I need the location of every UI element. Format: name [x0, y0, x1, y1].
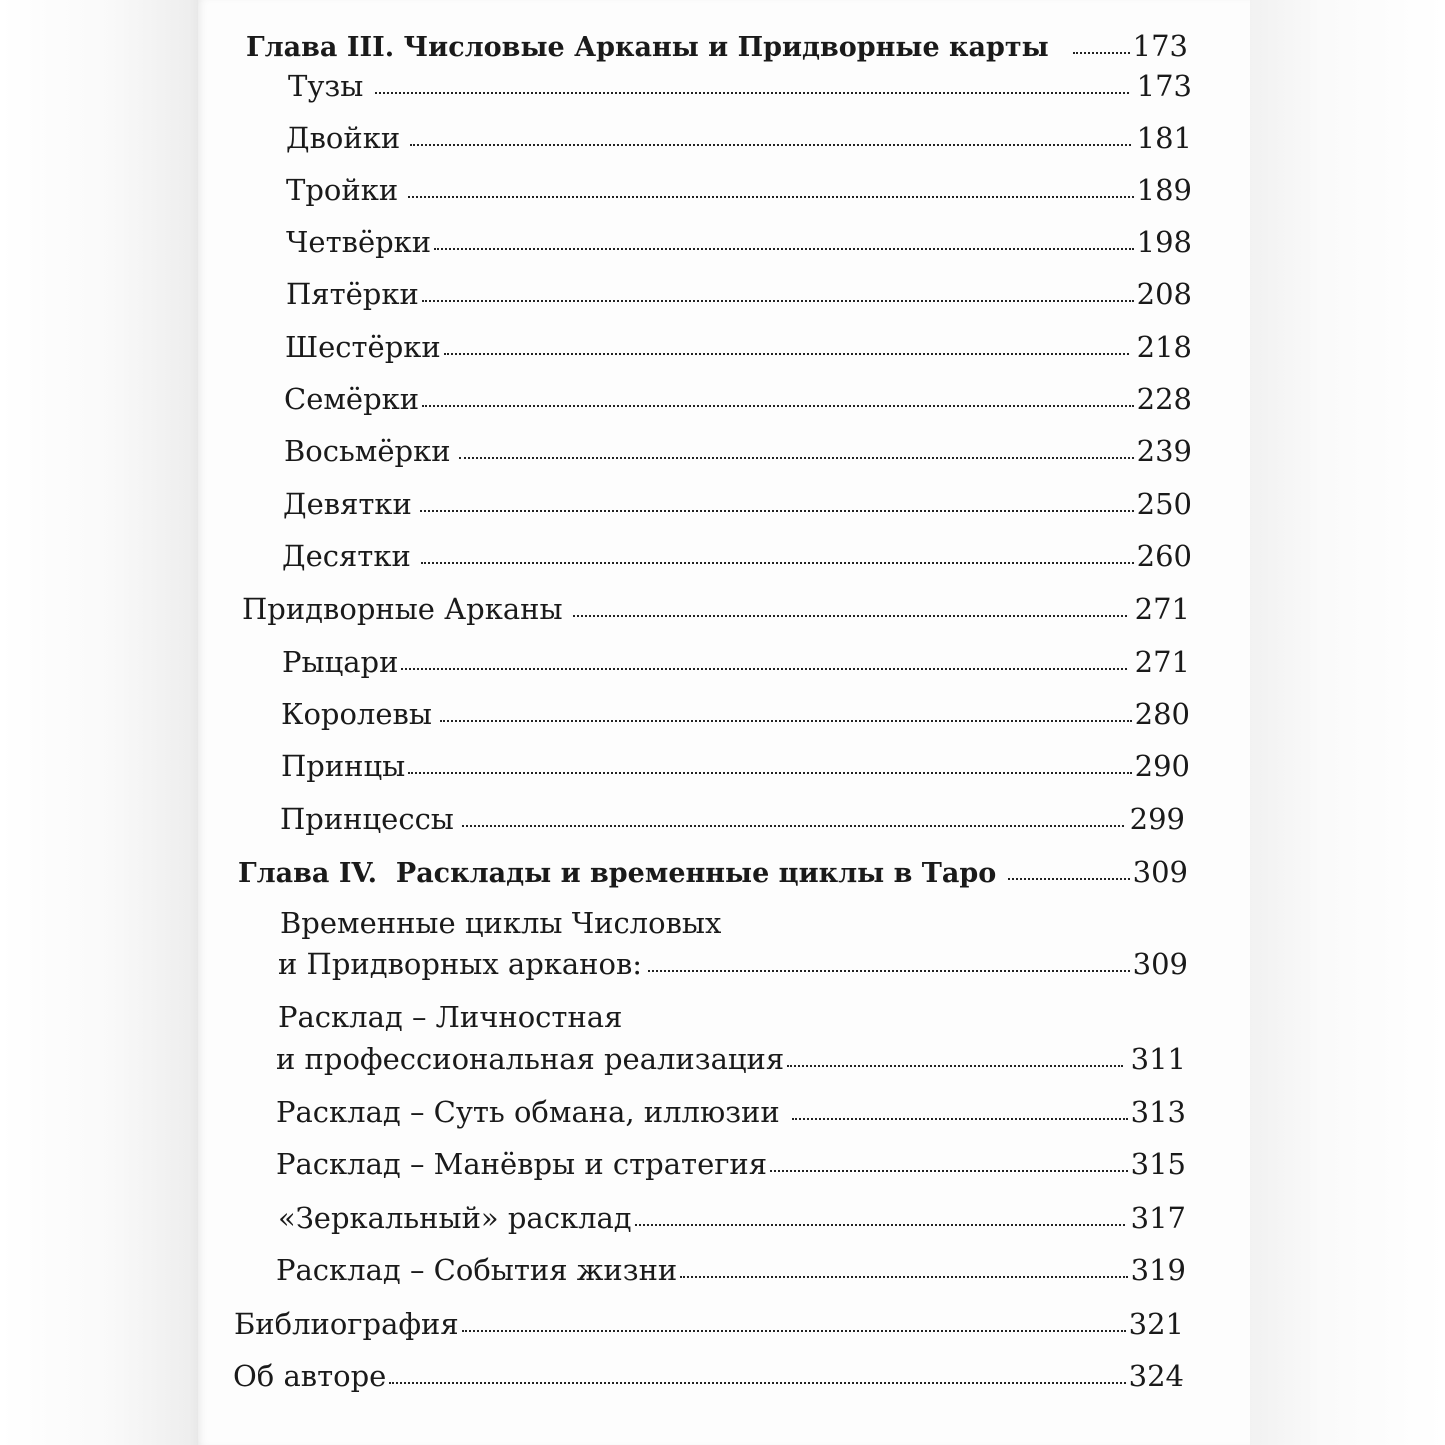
toc-entry-cycles	[278, 947, 1188, 981]
toc-entry-tens	[282, 539, 1192, 573]
toc-entry-title: Глава IV. Расклады и временные циклы в Таро	[238, 858, 997, 889]
toc-entry-sixes	[285, 330, 1192, 364]
leader-dots	[434, 248, 1134, 250]
toc-entry-page: 317	[1130, 1201, 1186, 1235]
toc-entry-twos	[286, 121, 1192, 155]
toc-entry-page: 280	[1134, 697, 1190, 731]
leader-dots	[375, 92, 1128, 94]
leader-dots	[635, 1224, 1125, 1226]
leader-dots	[1008, 878, 1129, 880]
leader-dots	[422, 405, 1134, 407]
leader-dots	[389, 1382, 1125, 1384]
toc-entry-page: 260	[1136, 539, 1192, 573]
toc-entry-page: 208	[1136, 277, 1192, 311]
toc-entry-title: Расклад – Манёвры и стратегия	[276, 1147, 768, 1181]
leader-dots	[462, 825, 1124, 827]
leader-dots	[459, 457, 1134, 459]
leader-dots	[462, 1330, 1126, 1332]
toc-entry-title: Тройки	[286, 173, 399, 207]
toc-entry-title: Принцессы	[280, 802, 454, 836]
toc-entry-spread-maneuvers	[276, 1147, 1186, 1181]
leader-dots	[573, 615, 1127, 617]
leader-dots	[401, 668, 1126, 670]
toc-entry-page: 189	[1136, 173, 1192, 207]
toc-entry-title: Тузы	[288, 69, 364, 103]
toc-entry-page: 173	[1132, 29, 1188, 63]
toc-entry-title: Двойки	[286, 121, 401, 155]
toc-entry-page: 321	[1128, 1307, 1184, 1341]
toc-entry-page: 271	[1134, 645, 1190, 679]
toc-entry-court-arcana	[242, 592, 1190, 626]
leader-dots	[648, 970, 1130, 972]
toc-entry-title: Расклад – Суть обмана, иллюзии	[276, 1095, 780, 1129]
leader-dots	[422, 300, 1134, 302]
toc-entry-page: 239	[1136, 434, 1192, 468]
toc-entry-spread-personal-line1: Расклад – Личностная	[278, 1000, 623, 1034]
toc-entry-knights	[282, 645, 1190, 679]
leader-dots	[792, 1118, 1128, 1120]
toc-entry-page: 250	[1136, 487, 1192, 521]
toc-entry-title: Семёрки	[284, 382, 420, 416]
toc-entry-title: Пятёрки	[286, 277, 419, 311]
toc-entry-page: 311	[1130, 1042, 1186, 1076]
toc-entry-fives	[286, 277, 1192, 311]
leader-dots	[680, 1276, 1127, 1278]
toc-entry-title: Восьмёрки	[284, 434, 451, 468]
toc-entry-page: 319	[1130, 1253, 1186, 1287]
toc-entry-title: и Придворных арканов:	[278, 947, 643, 981]
toc-entry-page: 309	[1132, 855, 1188, 889]
leader-dots	[408, 196, 1133, 198]
toc-entry-title: Королевы	[281, 697, 432, 731]
toc-entry-title: Расклад – События жизни	[276, 1253, 678, 1287]
toc-entry-princesses	[280, 802, 1185, 836]
toc-entry-page: 173	[1136, 69, 1192, 103]
toc-entry-spread-personal	[276, 1042, 1186, 1076]
toc-entry-title: Принцы	[281, 749, 406, 783]
toc-entry-title: Девятки	[283, 487, 412, 521]
leader-dots	[1073, 52, 1130, 54]
toc-entry-title: Рыцари	[282, 645, 399, 679]
toc-entry-about-author	[233, 1359, 1184, 1393]
toc-entry-spread-deception	[276, 1095, 1186, 1129]
toc-entry-page: 290	[1134, 749, 1190, 783]
toc-entry-title: «Зеркальный» расклад	[278, 1201, 632, 1235]
toc-entry-page: 181	[1136, 121, 1192, 155]
toc-entry-page: 299	[1129, 802, 1185, 836]
toc-entry-page: 315	[1130, 1147, 1186, 1181]
toc-entry-title: Глава III. Числовые Арканы и Придворные карты	[246, 32, 1049, 63]
leader-dots	[770, 1170, 1128, 1172]
toc-entry-chapter3	[246, 29, 1188, 63]
toc-entry-spread-mirror	[278, 1201, 1186, 1235]
toc-entry-title: Придворные Арканы	[242, 592, 563, 626]
toc-entry-aces	[288, 69, 1192, 103]
leader-dots	[440, 720, 1132, 722]
toc-entry-title: Десятки	[282, 539, 411, 573]
toc-entry-bibliography	[234, 1307, 1184, 1341]
toc-entry-page: 271	[1134, 592, 1190, 626]
toc-entry-spread-life	[276, 1253, 1186, 1287]
toc-entry-fours	[286, 225, 1192, 259]
toc-entry-title: и профессиональная реализация	[276, 1042, 785, 1076]
toc-entry-title: Об авторе	[233, 1359, 387, 1393]
toc-entry-page: 309	[1132, 947, 1188, 981]
toc-entry-title: Шестёрки	[285, 330, 441, 364]
toc-entry-page: 198	[1136, 225, 1192, 259]
leader-dots	[410, 144, 1130, 146]
toc-entry-page: 324	[1128, 1359, 1184, 1393]
toc-entry-sevens	[284, 382, 1192, 416]
toc-entry-title: Библиография	[234, 1307, 459, 1341]
leader-dots	[420, 510, 1134, 512]
toc-entry-queens	[281, 697, 1190, 731]
toc-entry-threes	[286, 173, 1192, 207]
toc-entry-title: Четвёрки	[286, 225, 432, 259]
toc-entry-princes	[281, 749, 1190, 783]
leader-dots	[421, 562, 1134, 564]
leader-dots	[787, 1065, 1123, 1067]
toc-entry-page: 313	[1130, 1095, 1186, 1129]
toc-entry-page: 228	[1136, 382, 1192, 416]
toc-entry-page: 218	[1136, 330, 1192, 364]
toc-entry-chapter4	[238, 855, 1188, 889]
toc-entry-nines	[283, 487, 1192, 521]
toc-entry-eights	[284, 434, 1192, 468]
toc-entry-cycles-line1: Временные циклы Числовых	[280, 906, 722, 940]
leader-dots	[408, 772, 1131, 774]
leader-dots	[444, 353, 1129, 355]
